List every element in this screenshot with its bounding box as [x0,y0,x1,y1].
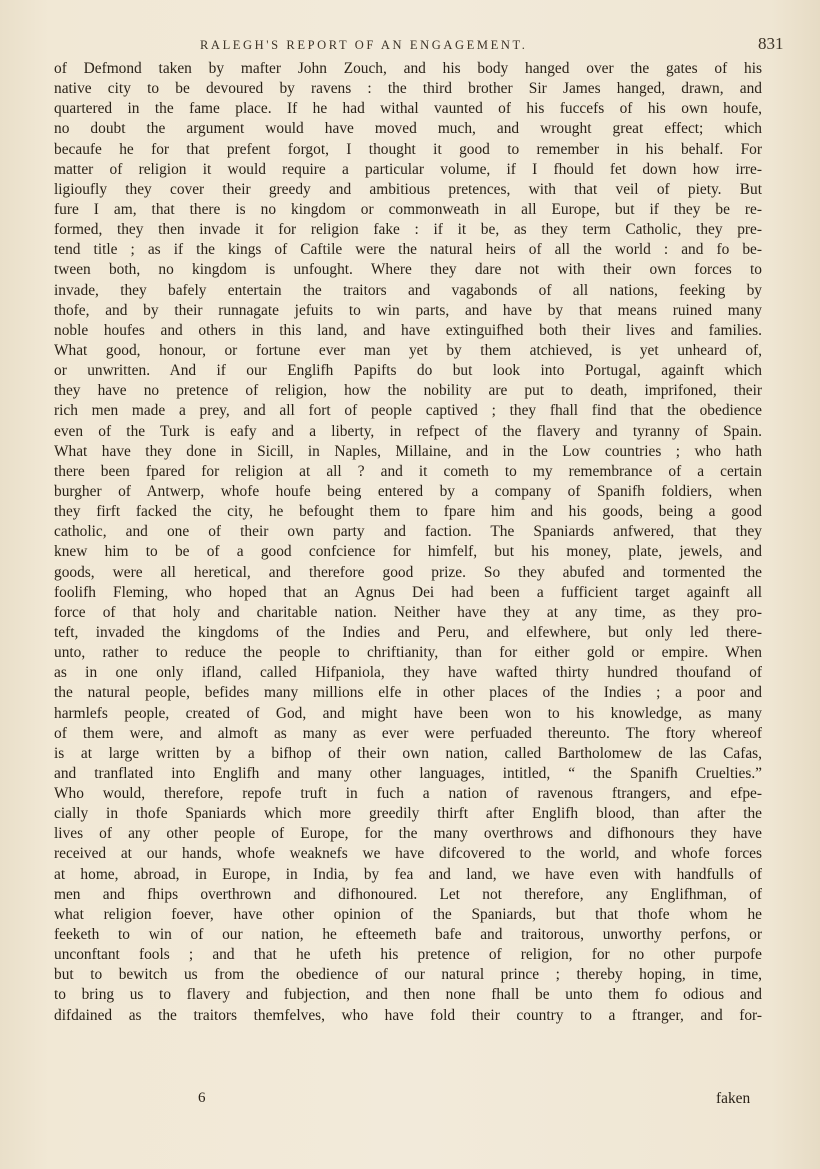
text-line: native city to be devoured by ravens : the third brother Sir James hanged, drawn, and [54,80,762,98]
text-line: catholic, and one of their own party and faction. The Spaniards anfwered, that they [54,523,762,541]
running-head: RALEGH'S REPORT OF AN ENGAGEMENT. [200,38,528,52]
text-line: feeketh to win of our nation, he efteemeth bafe and traitorous, unworthy perfons, or [54,926,762,944]
text-line: Who would, therefore, repofe truft in fuch a nation of ravenous ftrangers, and efpe- [54,785,762,803]
text-line: unto, rather to reduce the people to chriftianity, than for either gold or empire. When [54,644,762,662]
text-line: becaufe he for that prefent forgot, I thought it good to remember in his behalf. For [54,140,762,158]
text-line: invade, they bafely entertain the traitors and vagabonds of all nations, feeking by [54,281,762,299]
text-line: fure I am, that there is no kingdom or commonweath in all Europe, but if they be re- [54,200,762,218]
text-line: What have they done in Sicill, in Naples, Millaine, and in the Low countries ; who hath [54,442,762,460]
text-line: and tranflated into Englifh and many other languages, intitled, “ the Spanifh Cruelties.” [54,764,762,782]
text-line: noble houfes and others in this land, and have extinguifhed both their lives and families. [54,321,762,339]
text-line: or unwritten. And if our Englifh Papifts do but look into Portugal, againft which [54,362,762,380]
text-line: the natural people, befides many millions elfe in other places of the Indies ; a poor and [54,684,762,702]
text-line: of them were, and almoft as many as ever were perfuaded thereunto. The ftory whereof [54,724,762,742]
text-line: unconftant fools ; and that he ufeth his pretence of religion, for no other purpofe [54,946,762,964]
text-line: matter of religion it would require a particular volume, if I fhould fet down how irre- [54,160,762,178]
text-line: difdained as the traitors themfelves, who have fold their country to a ftranger, and for- [54,1006,762,1024]
text-line: foolifh Fleming, who hoped that an Agnus Dei had been a fufficient target againft all [54,583,762,601]
text-line: harmlefs people, created of God, and might have been won to his knowledge, as many [54,704,762,722]
text-line: at home, abroad, in Europe, in India, by fea and land, we have even with handfulls of [54,865,762,883]
body-text [54,59,762,1026]
text-line: quartered in the fame place. If he had withal vaunted of his fuccefs of his own houfe, [54,100,762,118]
page-header [0,34,820,56]
text-line: what religion foever, have other opinion of the Spaniards, but that thofe whom he [54,905,762,923]
text-line: force of that holy and charitable nation. Neither have they at any time, as they pro- [54,603,762,621]
text-line: tween both, no kingdom is unfought. Where they dare not with their own forces to [54,261,762,279]
text-line: men and fhips overthrown and difhonoured. Let not therefore, any Englifhman, of [54,885,762,903]
text-line: knew him to be of a good confcience for himfelf, but his money, plate, jewels, and [54,543,762,561]
text-line: goods, were all heretical, and therefore good prize. So they abufed and tormented the [54,563,762,581]
text-line: burgher of Antwerp, whofe houfe being entered by a company of Spanifh foldiers, when [54,482,762,500]
text-line: they have no pretence of religion, how the nobility are put to death, imprifoned, their [54,382,762,400]
text-line: received at our hands, whofe weaknefs we have difcovered to the world, and whofe forces [54,845,762,863]
signature-mark: 6 [198,1090,206,1106]
text-line: What good, honour, or fortune ever man yet by them atchieved, is yet unheard of, [54,341,762,359]
text-line: thofe, and by their runnagate jefuits to win parts, and have by that means ruined many [54,301,762,319]
text-line: formed, they then invade it for religion fake : if it be, as they term Catholic, they pre- [54,221,762,239]
text-line: they firft facked the city, he befought them to fpare him and his goods, being a good [54,503,762,521]
text-line: but to bewitch us from the obedience of our natural prince ; thereby hoping, in time, [54,966,762,984]
text-line: no doubt the argument would have moved much, and wrought great effect; which [54,120,762,138]
page-number: 831 [758,34,784,53]
text-line: lives of any other people of Europe, for the many overthrows and difhonours they have [54,825,762,843]
text-line: tend title ; as if the kings of Caftile were the natural heirs of all the world : and fo be- [54,241,762,259]
text-line: even of the Turk is eafy and a liberty, in refpect of the flavery and tyranny of Spain. [54,422,762,440]
text-line: to bring us to flavery and fubjection, and then none fhall be unto them fo odious and [54,986,762,1004]
text-line: as in one only ifland, called Hifpaniola, they have wafted thirty hundred thoufand of [54,664,762,682]
catchword: faken [716,1090,751,1107]
text-line: ligioufly they cover their greedy and ambitious pretences, with that veil of piety. But [54,180,762,198]
page-footer [0,1090,820,1112]
text-line: rich men made a prey, and all fort of people captived ; they fhall find that the obedience [54,402,762,420]
text-line: of Defmond taken by mafter John Zouch, and his body hanged over the gates of his [54,60,762,77]
text-line: is at large written by a bifhop of their own nation, called Bartholomew de las Cafas, [54,744,762,762]
text-line: teft, invaded the kingdoms of the Indies and Peru, and elfewhere, but only led there- [54,623,762,641]
text-line: cially in thofe Spaniards which more greedily thirft after Englifh blood, than after the [54,805,762,823]
text-line: there been fpared for religion at all ? and it cometh to my remembrance of a certain [54,462,762,480]
